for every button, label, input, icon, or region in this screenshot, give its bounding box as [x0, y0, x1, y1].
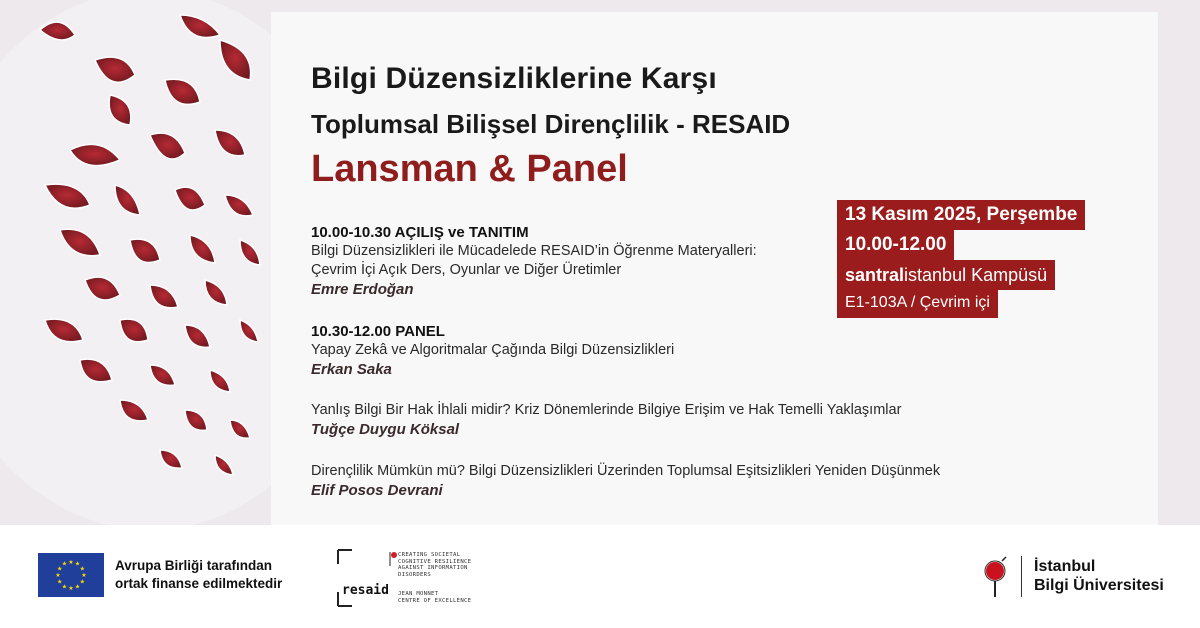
session-topic: Dirençlilik Mümkün mü? Bilgi Düzensizlikleri Üzerinden Toplumsal Eşitsizlikleri Yeniden Düşünmek [311, 463, 941, 479]
resaid-centre [398, 591, 471, 604]
session-heading: 10.00-10.30 AÇILIŞ ve TANITIM [311, 224, 529, 241]
speaker-name: Elif Posos Devrani [311, 482, 443, 499]
eu-star-icon: ★ [79, 566, 85, 573]
resaid-tagline [398, 552, 471, 578]
bilgi-university-name [1034, 557, 1164, 595]
eu-funding-text [115, 557, 282, 593]
session-topic: Çevrim İçi Açık Ders, Oyunlar ve Diğer Üretimler [311, 262, 622, 278]
session-topic: Yapay Zekâ ve Algoritmalar Çağında Bilgi Düzensizlikleri [311, 342, 675, 358]
page-subtitle: Toplumsal Bilişsel Dirençlilik - RESAID [311, 109, 791, 139]
speaker-name: Tuğçe Duygu Köksal [311, 421, 460, 438]
resaid-tagline-line: AGAINST INFORMATION [398, 565, 468, 571]
eu-star-icon: ★ [81, 573, 87, 579]
event-date: 13 Kasım 2025, Perşembe [837, 200, 1085, 230]
event-time: 10.00-12.00 [837, 230, 954, 260]
session-topic: Bilgi Düzensizlikleri ile Mücadelede RESAID’in Öğrenme Materyalleri: [311, 243, 757, 259]
speaker-name: Emre Erdoğan [311, 281, 414, 298]
eu-star-icon: ★ [57, 579, 63, 586]
eu-star-icon: ★ [55, 573, 61, 579]
resaid-centre-line: JEAN MONNET [398, 591, 439, 597]
eu-funding-line: Avrupa Birliği tarafından [115, 558, 273, 573]
session-heading: 10.30-12.00 PANEL [311, 323, 445, 340]
resaid-centre-line: CENTRE OF EXCELLENCE [398, 597, 472, 604]
eu-star-icon: ★ [74, 584, 81, 591]
page-title: Bilgi Düzensizliklerine Karşı [311, 62, 717, 95]
program-session-talk [311, 401, 901, 439]
venue-bold: santral [845, 265, 905, 285]
bilgi-divider [1021, 556, 1022, 597]
eu-star-icon: ★ [68, 560, 74, 566]
eu-star-icon: ★ [61, 584, 68, 591]
program-session-panel [311, 322, 674, 379]
program-session-opening [311, 223, 757, 299]
bilgi-name-line: Bilgi Üniversitesi [1034, 577, 1164, 594]
eu-star-icon: ★ [74, 561, 81, 568]
eu-star-icon: ★ [68, 586, 74, 592]
eu-star-icon: ★ [61, 561, 68, 568]
resaid-tagline-line: CREATING SOCIETAL [398, 552, 461, 558]
eu-star-icon: ★ [57, 566, 63, 573]
speaker-name: Erkan Saka [311, 361, 392, 378]
venue-rest: istanbul Kampüsü [904, 265, 1048, 285]
event-title: Lansman & Panel [311, 148, 628, 190]
bilgi-logo-icon [982, 555, 1012, 599]
eu-funding-line: ortak finanse edilmektedir [115, 576, 283, 591]
event-room: E1-103A / Çevrim içi [837, 288, 998, 318]
eu-star-icon: ★ [79, 579, 85, 586]
session-topic: Yanlış Bilgi Bir Hak İhlali midir? Kriz Dönemlerinde Bilgiye Erişim ve Hak Temelli Yaklaşımlar [311, 402, 902, 418]
resaid-tagline-line: DISORDERS [398, 571, 432, 578]
event-venue [837, 260, 1055, 290]
program-session-talk [311, 462, 940, 500]
resaid-wordmark: resaid [342, 583, 389, 598]
eu-flag-icon [38, 553, 104, 597]
resaid-tagline-line: COGNITIVE RESILIENCE [398, 558, 472, 565]
bilgi-name-line: İstanbul [1034, 558, 1096, 575]
